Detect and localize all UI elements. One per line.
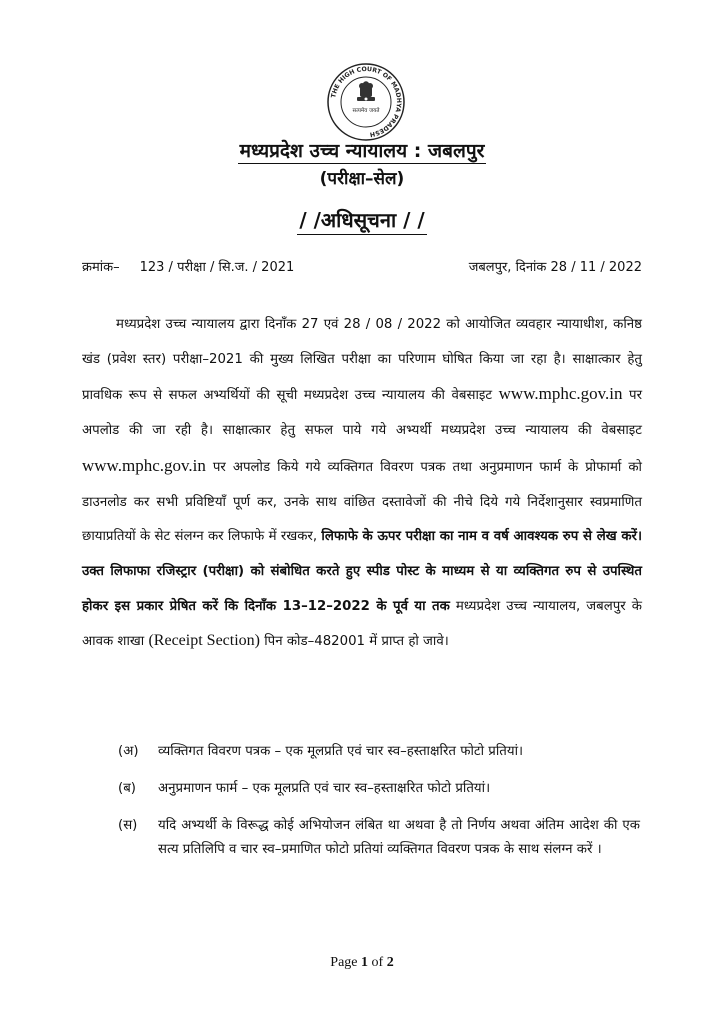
body-text-2: पर अपलोड की जा रही है। साक्षात्कार हेतु सफल पाये गये अभ्यर्थी मध्यप्रदेश उच्च न्यायालय की वेबसाइट	[82, 388, 643, 439]
list-item	[118, 777, 640, 801]
body-text-3: पर अपलोड किये गये व्यक्तिगत विवरण पत्रक तथा अनुप्रमाणन फार्म के प्रोफार्मा को डाउनलोड कर सभी प्रविष्टियाँ पूर्ण कर, उनके साथ वांछित दस्तावेजों की नीचे दिये गये निर्देशानुसार स्वप्रमाणित छायाप्रतियों के सेट संलग्न कर लिफाफे में रखकर,	[82, 459, 642, 545]
body-text-4: मध्यप्रदेश उच्च न्यायालय, जबलपुर के आवक शाखा	[82, 598, 642, 650]
court-title-text: मध्यप्रदेश उच्च न्यायालय : जबलपुर	[239, 140, 485, 162]
seal-motto: सत्यमेव जयते	[352, 108, 380, 114]
list-item-marker: (स)	[118, 818, 138, 833]
high-court-seal	[326, 62, 406, 142]
page-number-footer	[0, 955, 724, 971]
document-checklist	[118, 740, 640, 875]
notice-body	[82, 308, 642, 660]
lion-capital-icon	[357, 81, 375, 101]
exam-cell-heading: (परीक्षा–सेल)	[319, 169, 405, 189]
reference-number-value: 123 / परीक्षा / सि.ज. / 2021	[139, 260, 295, 275]
page-word: Page	[330, 955, 358, 970]
website-link[interactable]: www.mphc.gov.in	[498, 384, 623, 404]
list-item-marker: (अ)	[118, 744, 139, 759]
reference-label: क्रमांक–	[82, 260, 120, 275]
list-item	[118, 814, 640, 862]
list-item-text: व्यक्तिगत विवरण पत्रक – एक मूलप्रति एवं चार स्व–हस्ताक्षरित फोटो प्रतियां।	[158, 744, 524, 759]
body-text-1: मध्यप्रदेश उच्च न्यायालय द्वारा दिनाँक 27 एवं 28 / 08 / 2022 को आयोजित व्यवहार न्यायाधीश, कनिष्ठ खंड (प्रवेश स्तर) परीक्षा–2021 की मुख्य लिखित परीक्षा का परिणाम घोषित किया जा रहा है। साक्षात्कार हेतु प्रावधिक रूप से सफल अभ्यर्थियों की सूची मध्यप्रदेश उच्च न्यायालय की वेबसाइट	[82, 317, 642, 404]
list-item-text: यदि अभ्यर्थी के विरूद्ध कोई अभियोजन लंबित था अथवा है तो निर्णय अथवा अंतिम आदेश की एक सत्य प्रतिलिपि व चार स्व–प्रमाणित फोटो प्रतियां व्यक्तिगत विवरण पत्रक के साथ संलग्न करें ।	[158, 818, 640, 857]
list-item-marker: (ब)	[118, 781, 136, 796]
reference-number	[82, 257, 294, 275]
place-date: जबलपुर, दिनांक 28 / 11 / 2022	[468, 260, 642, 275]
seal-ring-text: THE HIGH COURT OF MADHYA PRADESH	[330, 65, 403, 138]
current-page: 1	[361, 955, 369, 970]
list-item-text: अनुप्रमाणन फार्म – एक मूलप्रति एवं चार स्व–हस्ताक्षरित फोटो प्रतियां।	[158, 781, 491, 796]
notification-title-text: / /अधिसूचना / /	[297, 208, 426, 235]
list-item	[118, 740, 640, 764]
website-link-2[interactable]: www.mphc.gov.in	[82, 455, 206, 475]
body-text-5: पिन कोड–482001 में प्राप्त हो जावे।	[264, 634, 449, 650]
receipt-section-text: (Receipt Section)	[148, 632, 260, 650]
notification-title	[0, 206, 724, 233]
of-word: of	[371, 955, 384, 970]
body-bold-instruction: लिफाफे के ऊपर परीक्षा का नाम व वर्ष आवश्यक रुप से लेख करें। उक्त लिफाफा रजिस्ट्रार (परीक्षा) को संबोधित करते हुए स्पीड पोस्ट के माध्यम से या व्यक्तिगत रुप से उपस्थित होकर इस प्रकार प्रेषित करें कि दिनाँक 13–12–2022 के पूर्व या तक	[82, 529, 643, 614]
total-pages: 2	[386, 955, 394, 970]
court-title	[0, 137, 724, 163]
